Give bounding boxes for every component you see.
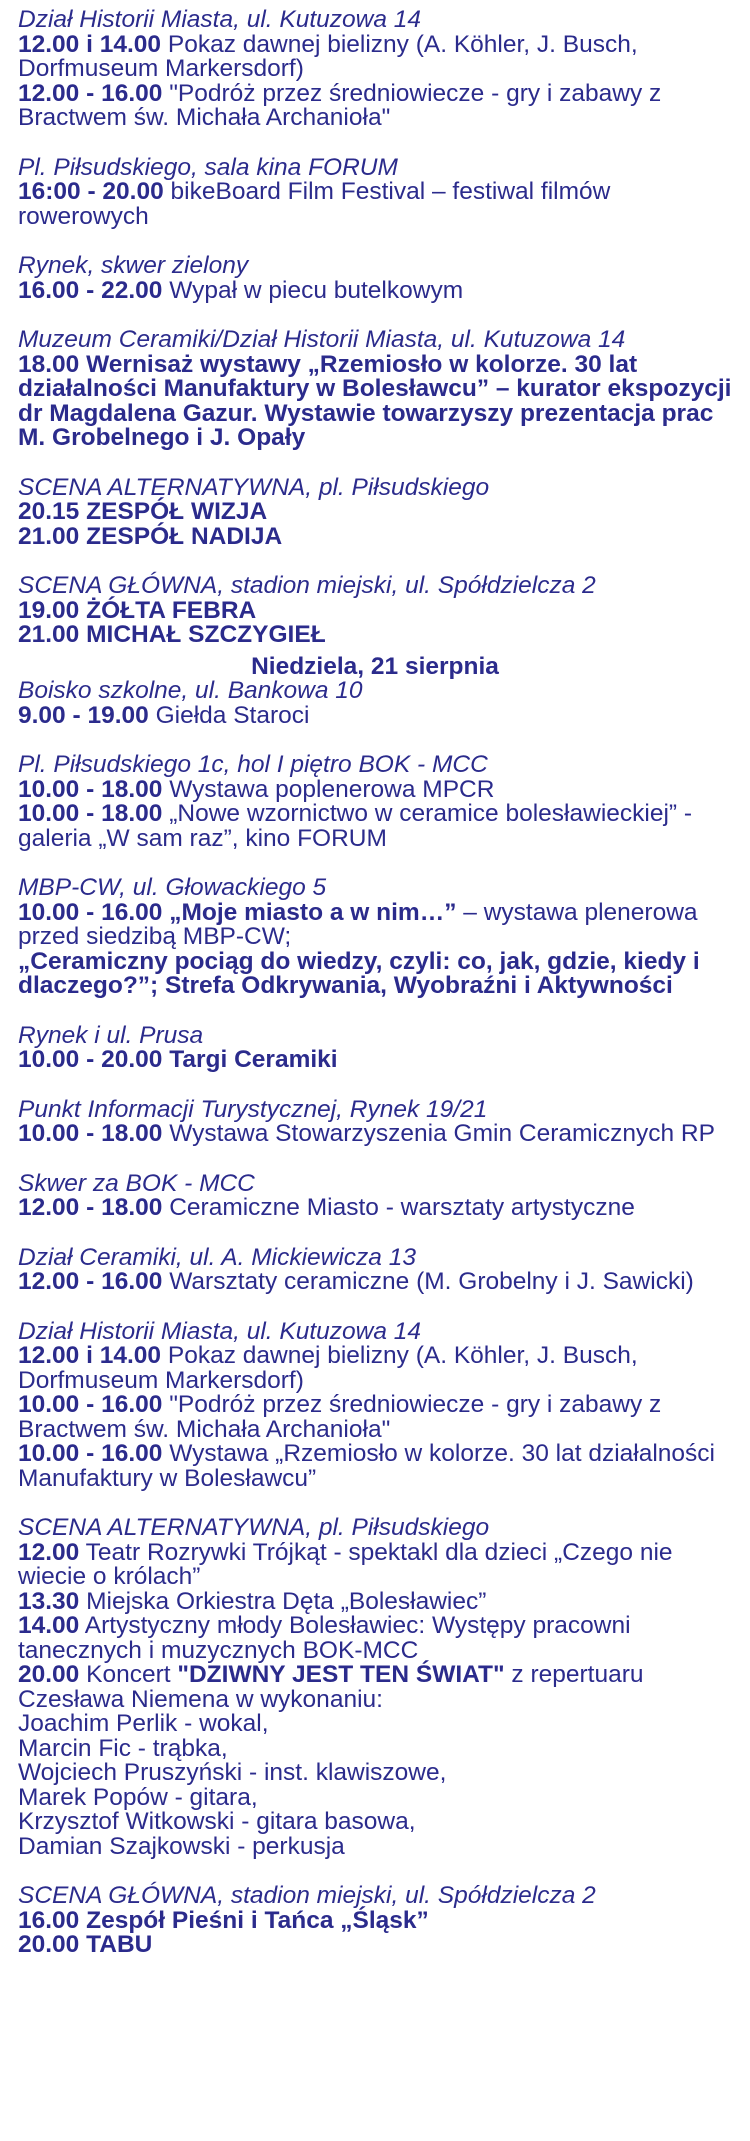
schedule-block [18,254,732,303]
event-description: Pokaz dawnej bielizny (A. Köhler, J. Busch, Dorfmuseum Markersdorf) [18,30,638,82]
event-title: Targi Ceramiki [162,1046,338,1073]
event-entry [18,1538,732,1590]
venue-location: Boisko szkolne, ul. Bankowa 10 [18,677,363,704]
venue-location: SCENA GŁÓWNA, stadion miejski, ul. Spółdzielcza 2 [18,1882,596,1909]
event-title-extra: „Ceramiczny pociąg do wiedzy, czyli: co, jak, gdzie, kiedy i dlaczego?”; Strefa Odkrywania, Wyobraźni i Aktywności [18,947,700,999]
event-entry [18,1712,732,1737]
event-title: MICHAŁ SZCZYGIEŁ [79,621,326,648]
event-title: Wernisaż wystawy „Rzemiosło w kolorze. 30 lat działalności Manufaktury w Bolesławcu” – kurator ekspozycji dr Magdalena Gazur. Wystawie towarzyszy prezentacja prac M. Grobelnego i J. Opały [18,350,732,451]
schedule-block [18,328,732,451]
event-description: Artystyczny młody Bolesławiec: Występy pracowni tanecznych i muzycznych BOK-MCC [18,1612,631,1664]
event-time: 21.00 [18,522,80,550]
schedule-block [18,153,732,230]
event-description: Damian Szajkowski - perkusja [18,1832,345,1860]
event-entry [18,1663,732,1712]
schedule-block [18,753,732,851]
event-time: 14.00 [18,1612,80,1639]
event-entry [18,276,732,304]
event-description: Ceramiczne Miasto - warsztaty artystyczne [162,1194,635,1221]
schedule-block [18,1169,732,1221]
event-description: Marcin Fic - trąbka, [18,1734,228,1762]
schedule-block [18,1516,732,1859]
schedule-block [18,652,732,729]
event-title: ŻÓŁTA FEBRA [79,596,257,624]
event-time: 13.30 [18,1587,80,1615]
event-time: 9.00 - 19.00 [18,701,149,729]
schedule-block [18,1884,732,1958]
schedule-block [18,574,732,648]
event-time: 18.00 [18,350,80,378]
event-time: 10.00 - 16.00 [18,1440,163,1467]
event-time: 10.00 - 16.00 [18,898,163,926]
event-description: Wystawa Stowarzyszenia Gmin Ceramicznych RP [162,1120,715,1147]
event-entry [18,1393,732,1442]
venue-location: SCENA ALTERNATYWNA, pl. Piłsudskiego [18,473,490,501]
event-description: Warsztaty ceramiczne (M. Grobelny i J. Sawicki) [162,1268,694,1295]
event-entry [18,1832,732,1860]
event-description: Joachim Perlik - wokal, [18,1710,269,1737]
event-entry [18,1270,732,1295]
event-entry [18,596,732,624]
schedule-block [18,8,732,131]
venue-location: Dział Ceramiki, ul. A. Mickiewicza 13 [18,1243,416,1271]
event-entry [18,1048,732,1073]
venue-location: Rynek, skwer zielony [18,252,249,279]
event-description: Giełda Staroci [148,701,310,729]
event-entry [18,522,732,550]
event-time: 20.15 [18,498,80,525]
event-time: 12.00 [18,1538,80,1566]
event-entry [18,1614,732,1663]
schedule-block [18,876,732,999]
venue-location: Pl. Piłsudskiego 1c, hol I piętro BOK - MCC [18,751,488,778]
schedule-block [18,1021,732,1073]
event-title: Zespół Pieśni i Tańca „Śląsk” [79,1906,429,1934]
event-description: Wojciech Pruszyński - inst. klawiszowe, [18,1759,447,1786]
venue-location: Punkt Informacji Turystycznej, Rynek 19/21 [18,1095,488,1123]
event-entry [18,1933,732,1958]
event-entry [18,1783,732,1811]
event-entry [18,350,732,451]
event-title: ZESPÓŁ NADIJA [79,522,283,550]
event-time: 19.00 [18,596,80,624]
event-time: 10.00 - 20.00 [18,1046,163,1073]
event-entry [18,1442,732,1491]
event-entry [18,79,732,131]
venue-location: SCENA GŁÓWNA, stadion miejski, ul. Spółdzielcza 2 [18,572,596,599]
event-time: 12.00 i 14.00 [18,1342,162,1369]
event-description: "Podróż przez średniowiecze - gry i zabawy z Bractwem św. Michała Archanioła" [18,1391,662,1443]
event-entry [18,1344,732,1393]
venue-location: Rynek i ul. Prusa [18,1021,204,1049]
schedule-block [18,473,732,550]
event-time: 20.00 [18,1661,80,1688]
event-description: „Nowe wzornictwo w ceramice bolesławieckiej” - galeria „W sam raz”, kino FORUM [18,800,693,852]
event-time: 10.00 - 18.00 [18,775,163,803]
event-entry [18,802,732,851]
event-entry [18,1761,732,1786]
event-time: 12.00 - 18.00 [18,1194,163,1221]
event-entry [18,775,732,803]
event-entry [18,180,732,229]
event-entry [18,701,732,729]
event-time: 12.00 - 16.00 [18,79,163,107]
event-description: "Podróż przez średniowiecze - gry i zabawy z Bractwem św. Michała Archanioła" [18,79,662,131]
schedule-block [18,1243,732,1295]
event-title: TABU [79,1931,153,1958]
event-description: – wystawa plenerowa przed siedzibą MBP-CW; [18,898,698,950]
event-entry [18,30,732,82]
event-time: 16.00 - 22.00 [18,276,163,304]
schedule-block [18,1095,732,1147]
venue-location: Dział Historii Miasta, ul. Kutuzowa 14 [18,1317,422,1345]
event-title: "DZIWNY JEST TEN ŚWIAT" [177,1661,505,1688]
event-entry [18,1810,732,1835]
event-description: Pokaz dawnej bielizny (A. Köhler, J. Busch, Dorfmuseum Markersdorf) [18,1342,638,1394]
venue-location: SCENA ALTERNATYWNA, pl. Piłsudskiego [18,1514,490,1541]
event-time: 10.00 - 16.00 [18,1391,163,1418]
event-time: 21.00 [18,621,80,648]
event-description: Krzysztof Witkowski - gitara basowa, [18,1808,416,1835]
event-description: Teatr Rozrywki Trójkąt - spektakl dla dzieci „Czego nie wiecie o królach” [18,1538,673,1590]
schedule-block [18,1317,732,1492]
event-description: Wystawa poplenerowa MPCR [162,775,495,803]
event-entry [18,1587,732,1615]
event-description-extra: z repertuaru Czesława Niemena w wykonaniu: [18,1661,644,1713]
event-entry [18,1122,732,1147]
event-entry [18,1906,732,1934]
event-description: Wypał w piecu butelkowym [162,276,464,304]
event-description: Miejska Orkiestra Dęta „Bolesławiec” [79,1587,487,1615]
venue-location: Skwer za BOK - MCC [18,1169,255,1197]
day-heading: Niedziela, 21 sierpnia [251,652,499,680]
venue-location: MBP-CW, ul. Głowackiego 5 [18,874,327,901]
event-time: 10.00 - 18.00 [18,800,163,827]
event-description: Marek Popów - gitara, [18,1783,258,1811]
event-entry [18,898,732,999]
event-entry [18,1196,732,1221]
event-time: 16.00 [18,1906,80,1934]
event-description: bikeBoard Film Festival – festiwal filmów rowerowych [18,178,611,230]
event-entry [18,1734,732,1762]
event-entry [18,500,732,525]
event-title: ZESPÓŁ WIZJA [79,498,268,525]
venue-location: Dział Historii Miasta, ul. Kutuzowa 14 [18,6,422,33]
event-entry [18,623,732,648]
venue-location: Pl. Piłsudskiego, sala kina FORUM [18,153,398,181]
event-description: Wystawa „Rzemiosło w kolorze. 30 lat działalności Manufaktury w Bolesławcu” [18,1440,715,1492]
venue-location: Muzeum Ceramiki/Dział Historii Miasta, ul. Kutuzowa 14 [18,326,626,353]
event-description: Koncert [79,1661,178,1688]
event-time: 12.00 i 14.00 [18,30,162,58]
event-time: 10.00 - 18.00 [18,1120,163,1147]
event-time: 12.00 - 16.00 [18,1268,163,1295]
event-title: „Moje miasto a w nim…” [162,898,457,926]
event-time: 20.00 [18,1931,80,1958]
event-time: 16:00 - 20.00 [18,178,164,205]
